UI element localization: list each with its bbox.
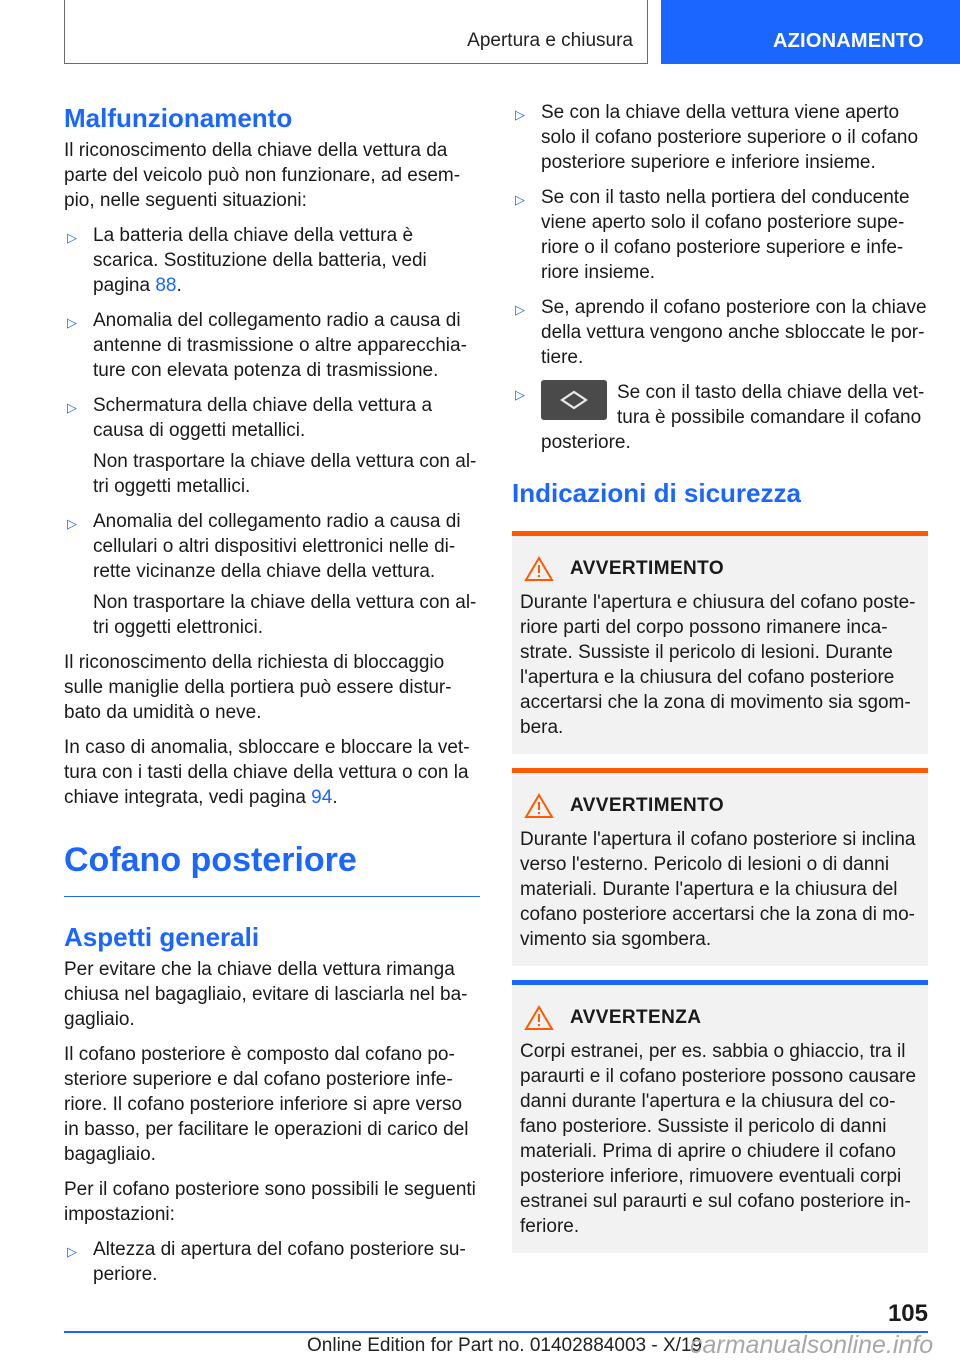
triangle-right-icon: ▷: [67, 516, 77, 531]
general-paragraph-1: Per evitare che la chiave della vettura rimanga chiusa nel bagagliaio, evitare di lasciarla nel bagagliaio.: [64, 959, 468, 1030]
malfunction-paragraph-2: Il riconoscimento della richiesta di bloccaggio sulle maniglie della portiera può essere disturbato da umidità o neve.: [64, 652, 452, 723]
tailgate-key-button-icon: [541, 380, 607, 420]
general-aspects-heading: Aspetti generali: [64, 922, 260, 952]
general-paragraph-3: Per il cofano posteriore sono possibili le seguenti impostazioni:: [64, 1179, 476, 1225]
footer-edition: Online Edition for Part no. 01402884003 - X/19: [307, 1335, 703, 1356]
list-item-text: Schermatura della chiave della vettura a causa di oggetti metallici.: [93, 395, 433, 441]
safety-heading: Indicazioni di sicurezza: [512, 478, 801, 508]
paragraph-punct: .: [332, 787, 338, 808]
notice-text: Corpi estranei, per es. sabbia o ghiaccio, tra il paraurti e il cofano posteriore possono causare danni durante l'apertura e la chiusura del cofano posteriore. Sussiste il pericolo di danni materiali. Prima di aprire o chiudere il cofano posteriore inferiore, rimuovere eventuali corpi estranei sul paraurti e sul cofano posteriore inferiore.: [520, 1041, 917, 1237]
list-item: [512, 185, 928, 285]
warning-text: Durante l'apertura e chiusura del cofano posteriore parti del corpo possono rimanere incastrate. Sussiste il pericolo di lesioni. Durante l'apertura e la chiusura del cofano posteriore accertarsi che la zona di movimento sia sgombera.: [520, 592, 916, 738]
triangle-right-icon: ▷: [67, 400, 77, 415]
notice-title-row: [520, 1003, 920, 1033]
list-item: [64, 393, 480, 499]
list-item-text: La batteria della chiave della vettura è scarica. Sostituzione della batteria, vedi pagina: [93, 225, 427, 296]
list-item: [64, 1237, 480, 1287]
malfunction-intro: Il riconoscimento della chiave della vettura da parte del veicolo può non funzionare, ad esempio, nelle seguenti situazioni:: [64, 140, 461, 211]
list-item: [512, 295, 928, 370]
warning-triangle-icon: [524, 1005, 554, 1031]
notice-title: AVVERTENZA: [570, 1007, 702, 1028]
warning-box: [512, 531, 928, 754]
page-number: 105: [887, 1300, 928, 1327]
general-paragraph-2: Il cofano posteriore è composto dal cofano posteriore superiore e dal cofano posteriore inferiore. Il cofano posteriore inferiore si apre verso in basso, per facilitare le operazioni di carico del bagagliaio.: [64, 1044, 469, 1165]
list-item-punct: .: [176, 275, 182, 296]
triangle-right-icon: ▷: [67, 315, 77, 330]
list-item: [512, 100, 928, 175]
warning-title: AVVERTIMENTO: [570, 558, 724, 579]
warning-text: Durante l'apertura il cofano posteriore si inclina verso l'esterno. Pericolo di lesioni o di danni materiali. Durante l'apertura e la chiusura del cofano posteriore accertarsi che la zona di movimento sia sgombera.: [520, 829, 916, 950]
warning-title: AVVERTIMENTO: [570, 795, 724, 816]
header-section-title: Apertura e chiusura: [467, 30, 633, 51]
right-column: [512, 100, 928, 1267]
triangle-right-icon: ▷: [515, 107, 525, 122]
list-item-text: Se con la chiave della vettura viene aperto solo il cofano posteriore superiore o il cofano posteriore superiore e inferiore insieme.: [541, 102, 919, 173]
header-section-box: [64, 0, 648, 64]
triangle-right-icon: ▷: [67, 1244, 77, 1259]
notice-box: [512, 980, 928, 1253]
list-item-text: Anomalia del collegamento radio a causa di cellulari o altri dispositivi elettronici nelle dirette vicinanze della chiave della vettura.: [93, 511, 461, 582]
tailgate-heading: Cofano posteriore: [64, 838, 480, 897]
triangle-right-icon: ▷: [515, 387, 525, 402]
list-item-note: Non trasportare la chiave della vettura con altri oggetti elettronici.: [93, 592, 477, 638]
triangle-right-icon: ▷: [515, 192, 525, 207]
list-item-text: Se con il tasto della chiave della vettura è possibile comandare il cofano posteriore.: [541, 382, 925, 453]
paragraph-text: In caso di anomalia, sbloccare e bloccare la vettura con i tasti della chiave della vettura o con la chiave integrata, vedi pagina: [64, 737, 470, 808]
warning-triangle-icon: [524, 556, 554, 582]
list-item-text: Se, aprendo il cofano posteriore con la chiave della vettura vengono anche sbloccate le portiere.: [541, 297, 927, 368]
warning-box: [512, 768, 928, 966]
page-link-94[interactable]: 94: [311, 787, 333, 808]
malfunction-paragraph-3: [64, 735, 480, 810]
left-column: [64, 100, 480, 1297]
warning-title-row: [520, 791, 920, 821]
list-item: [64, 308, 480, 383]
list-item: [64, 223, 480, 298]
warning-title-row: [520, 554, 920, 584]
settings-list-continued: [512, 100, 928, 455]
header-chapter-box: [661, 0, 960, 64]
triangle-right-icon: ▷: [515, 302, 525, 317]
list-item-note: Non trasportare la chiave della vettura con altri oggetti metallici.: [93, 451, 477, 497]
list-item-text: Se con il tasto nella portiera del conducente viene aperto solo il cofano posteriore superiore o il cofano posteriore superiore e inferiore insieme.: [541, 187, 910, 283]
page-link-88[interactable]: 88: [155, 275, 177, 296]
warning-triangle-icon: [524, 793, 554, 819]
list-item: [64, 509, 480, 640]
malfunction-list: [64, 223, 480, 640]
malfunction-heading: Malfunzionamento: [64, 103, 293, 133]
footer-watermark: carmanualsonline.info: [690, 1331, 934, 1359]
list-item-text: Anomalia del collegamento radio a causa di antenne di trasmissione o altre apparecchiature con elevata potenza di trasmissione.: [93, 310, 467, 381]
list-item: [512, 380, 928, 455]
header-chapter-title: AZIONAMENTO: [773, 30, 924, 52]
list-item-text: Altezza di apertura del cofano posteriore superiore.: [93, 1239, 466, 1285]
settings-list: [64, 1237, 480, 1287]
triangle-right-icon: ▷: [67, 230, 77, 245]
